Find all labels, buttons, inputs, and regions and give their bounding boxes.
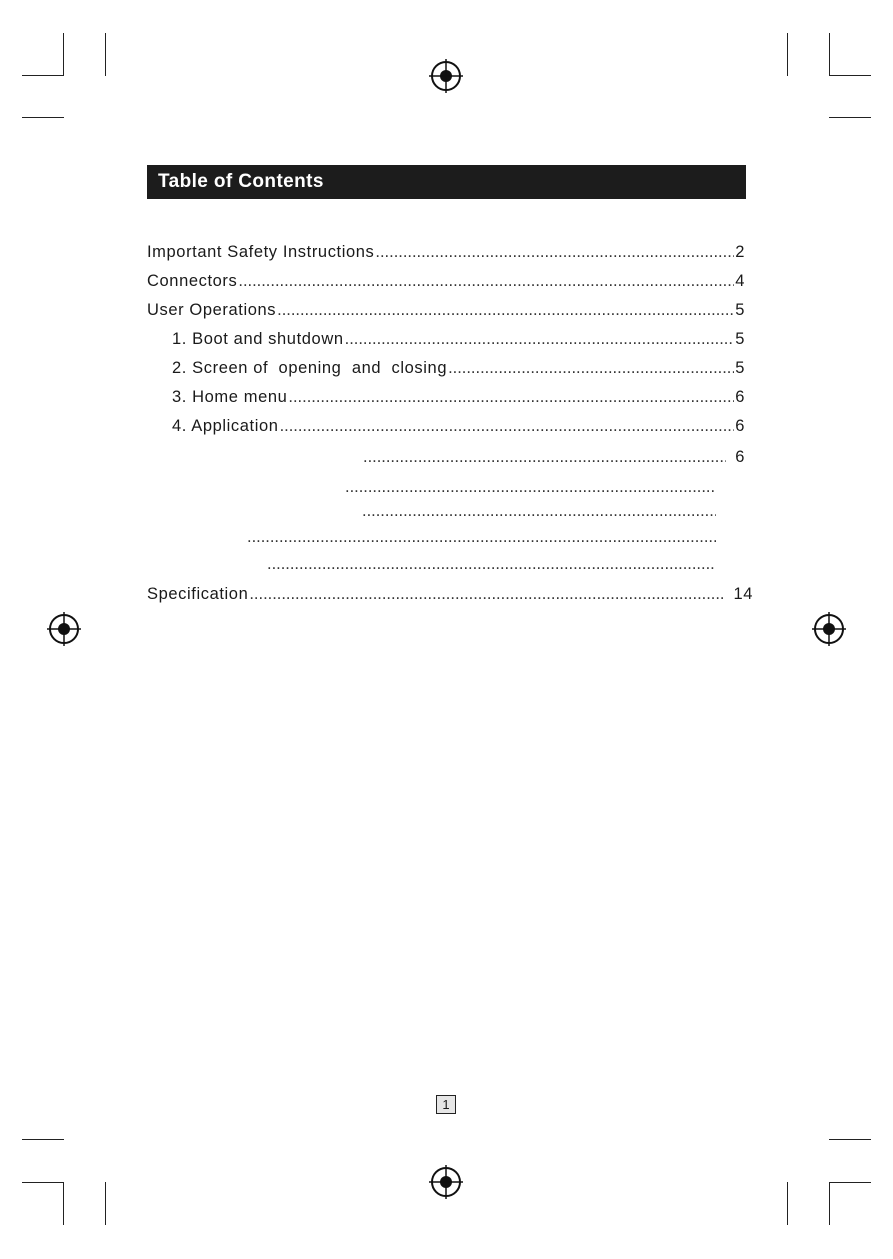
toc-leader-dots	[345, 328, 734, 350]
toc-entry-page: 6	[735, 417, 745, 435]
toc-entry-page: 14	[733, 585, 753, 603]
toc-leader-dots	[362, 500, 716, 522]
toc-entry-page: 6	[735, 448, 745, 466]
toc-entry[interactable]	[172, 386, 745, 408]
toc-entry[interactable]	[147, 241, 745, 263]
toc-entry-label: 3. Home menu	[172, 388, 288, 406]
toc-entry[interactable]	[172, 357, 745, 379]
toc-entry-page: 6	[735, 388, 745, 406]
toc-leader-dots	[448, 357, 734, 379]
toc-leader-dots	[247, 526, 716, 548]
toc-entry[interactable]	[266, 553, 727, 575]
toc-leader-dots	[277, 299, 734, 321]
toc-entry[interactable]	[172, 415, 745, 437]
toc-entry[interactable]	[147, 299, 745, 321]
toc-leader-dots	[288, 386, 734, 408]
toc-entry-page: 4	[735, 272, 745, 290]
toc-leader-dots	[280, 415, 734, 437]
toc-leader-dots	[267, 553, 716, 575]
toc-entry-label: 2. Screen of opening and closing	[172, 359, 448, 377]
toc-entry[interactable]	[361, 500, 727, 522]
toc-entry-label: Connectors	[147, 272, 238, 290]
toc-entry-label: Specification	[147, 585, 249, 603]
toc-entry[interactable]	[344, 476, 727, 498]
toc-entry-page: 5	[735, 330, 745, 348]
toc-entry-label: Important Safety Instructions	[147, 243, 375, 261]
toc-leader-dots	[249, 583, 724, 605]
toc-entry-page: 5	[735, 359, 745, 377]
page-number: 1	[436, 1095, 456, 1114]
page-title: Table of Contents	[158, 171, 324, 192]
toc-entry-page: 5	[735, 301, 745, 319]
toc-entry[interactable]	[172, 328, 745, 350]
toc-leader-dots	[363, 446, 726, 468]
toc-leader-dots	[345, 476, 716, 498]
toc-entry-label: 4. Application	[172, 417, 279, 435]
toc-entry[interactable]	[147, 583, 753, 605]
toc-entry[interactable]	[147, 270, 745, 292]
toc-leader-dots	[238, 270, 734, 292]
toc-entry[interactable]	[246, 526, 727, 548]
toc-leader-dots	[375, 241, 734, 263]
toc-entry-label: 1. Boot and shutdown	[172, 330, 344, 348]
toc-entry[interactable]	[362, 446, 745, 468]
toc-entry-page: 2	[735, 243, 745, 261]
toc-entry-label: User Operations	[147, 301, 277, 319]
